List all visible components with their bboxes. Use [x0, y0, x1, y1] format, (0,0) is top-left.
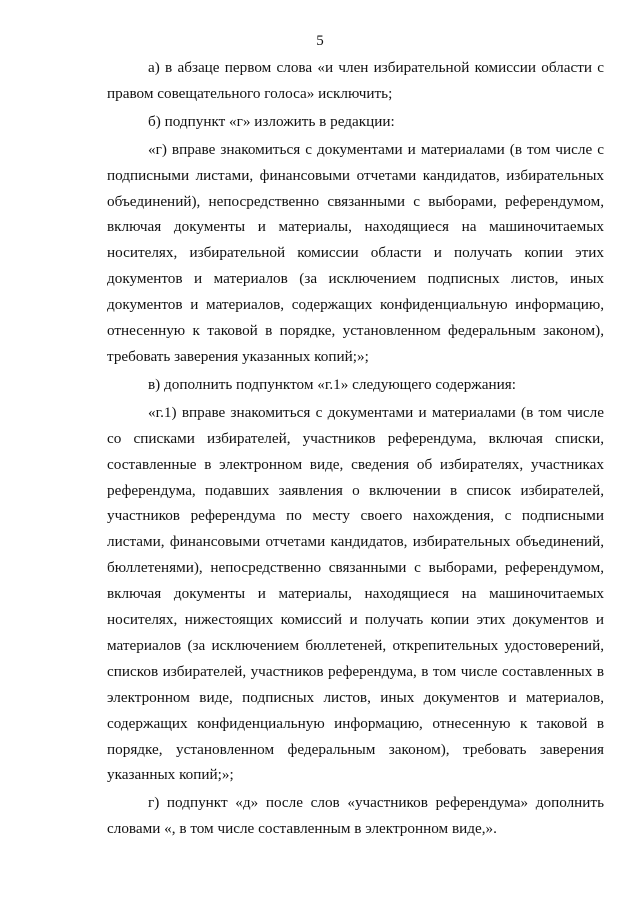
paragraph-a: а) в абзаце первом слова «и член избирательной комиссии области с правом совещательного голоса» исключить;: [107, 59, 604, 102]
paragraph-g: г) подпункт «д» после слов «участников референдума» дополнить словами «, в том числе составленным в электронном виде,».: [107, 794, 604, 838]
paragraph-v-quote: «г.1) вправе знакомиться с документами и материалами (в том числе со списками избирателей, участников референдума, включая списки, составленные в электронном виде, сведения об избирателях, участниках референдума, подавших заявления о включении в список избирателей, участников референдума по месту своего нахождения, с подписными листами, финансовыми отчетами кандидатов, избирательных объединений, бюллетенями), непосредственно связанными с выборами, референдумом, включая документы и материалы, находящиеся на машиночитаемых носителях, нижестоящих комиссий и получать копии этих документов и материалов (за исключением бюллетеней, открепительных удостоверений, списков избирателей, участников референдума, в том числе составленных в электронном виде, подписных листов, иных документов и материалов, содержащих конфиденциальную информацию, отнесенную к таковой в порядке, установленном федеральным законом), требовать заверения указанных копий;»;: [107, 403, 604, 784]
paragraph-b: б) подпункт «г» изложить в редакции:: [148, 112, 395, 130]
paragraph-b-quote: «г) вправе знакомиться с документами и материалами (в том числе с подписными листами, финансовыми отчетами кандидатов, избирательных объединений), непосредственно связанными с выборами, референдумом, включая документы и материалы, находящиеся на машиночитаемых носителях, избирательной комиссии области и получать копии этих документов и материалов (за исключением подписных листов, иных документов и материалов, содержащих конфиденциальную информацию, отнесенную к таковой в порядке, установленном федеральным законом), требовать заверения указанных копий;»;: [107, 140, 604, 365]
paragraph-v: в) дополнить подпунктом «г.1» следующего содержания:: [148, 375, 516, 393]
page-number: 5: [316, 33, 324, 49]
document-body: [107, 55, 604, 844]
